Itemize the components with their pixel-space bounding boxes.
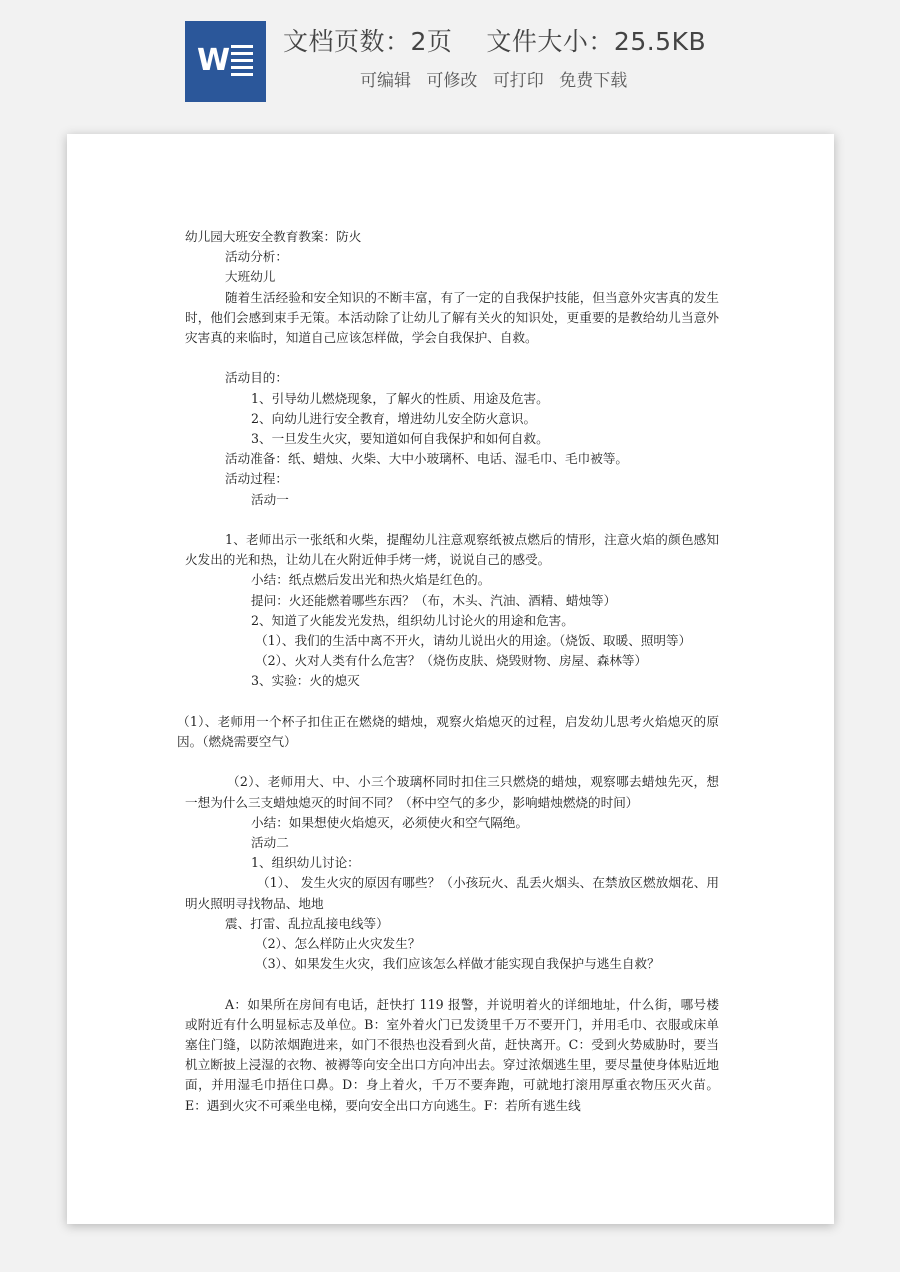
file-info [283,22,706,58]
feature-editable: 可编辑 [360,71,411,91]
file-size-label: 文件大小：25.5KB [486,27,707,56]
word-document-icon [185,21,266,102]
section-heading: 活动目的： [225,370,288,386]
paragraph: A：如果所在房间有电话，赶快打 119 报警，并说明着火的详细地址，什么街，哪号楼或附近有什么明显标志及单位。B：室外着火门已发烫里千万不要开门，并用毛巾、衣服或床单塞住门缝，以防浓烟跑进来，如门不很热也没看到火苗，赶快离开。C：受到火势威胁时，要当机立断披上浸湿的衣物、被褥等向安全出口方向冲出去。穿过浓烟逃生里，要尽量使身体贴近地面，并用湿毛巾捂住口鼻。D：身上着火，千万不要奔跑，可就地打滚用厚重衣物压灭火苗。E：遇到火灾不可乘坐电梯，要向安全出口方向逃生。F：若所有逃生线 [185,996,719,1113]
paragraph: 2、知道了火能发光发热，组织幼儿讨论火的用途和危害。 [251,612,574,628]
document-body [177,227,719,1116]
list-item: （1）、 发生火灾的原因有哪些？（小孩玩火、乱丢火烟头、在禁放区燃放烟花、用明火照明寻找物品、地地 [185,875,719,911]
paragraph: 随着生活经验和安全知识的不断丰富，有了一定的自我保护技能，但当意外灾害真的发生时，他们会感到束手无策。本活动除了让幼儿了解有关火的知识处，更重要的是教给幼儿当意外灾害真的来临时，知道自己应该怎样做，学会自我保护、自救。 [185,289,719,346]
feature-free-download: 免费下载 [559,71,628,91]
list-item: 2、向幼儿进行安全教育，增进幼儿安全防火意识。 [251,410,537,426]
feature-printable: 可打印 [492,71,544,91]
paragraph: 活动准备：纸、蜡烛、火柴、大中小玻璃杯、电话、湿毛巾、毛巾被等。 [225,451,628,467]
paragraph: 小结：纸点燃后发出光和热火焰是红色的。 [251,572,491,588]
list-item: 3、一旦发生火灾，要知道如何自我保护和如何自救。 [251,431,549,447]
document-lines-icon [231,45,253,79]
section-heading: 活动分析： [225,249,288,265]
document-page [67,134,834,1224]
paragraph: 提问：火还能燃着哪些东西？（布，木头、汽油、酒精、蜡烛等） [251,592,617,608]
document-title: 幼儿园大班安全教育教案：防火 [185,229,362,244]
paragraph: 震、打雷、乱拉乱接电线等） [225,915,389,931]
list-item: （2）、怎么样防止火灾发生？ [255,936,421,952]
section-heading: 活动二 [251,835,289,851]
download-header [0,0,900,125]
section-heading: 活动过程： [225,471,288,487]
section-heading: 活动一 [251,491,289,507]
paragraph: （1）、老师用一个杯子扣住正在燃烧的蜡烛，观察火焰熄灭的过程，启发幼儿思考火焰熄灭的原因。（燃烧需要空气） [177,713,719,750]
paragraph: 1、老师出示一张纸和火柴，提醒幼儿注意观察纸被点燃后的情形，注意火焰的颜色感知火发出的光和热，让幼儿在火附近伸手烤一烤，说说自己的感受。 [185,532,719,568]
feature-list [360,66,637,91]
paragraph: 1、组织幼儿讨论： [251,855,360,871]
paragraph: 大班幼儿 [225,269,276,285]
paragraph: （2）、老师用大、中、小三个玻璃杯同时扣住三只燃烧的蜡烛，观察哪去蜡烛先灭，想一想为什么三支蜡烛熄灭的时间不同？（杯中空气的多少，影响蜡烛燃烧的时间） [185,774,719,810]
list-item: （3）、如果发生火灾，我们应该怎么样做才能实现自我保护与逃生自救？ [255,956,660,972]
paragraph: 3、实验：火的熄灭 [251,673,360,689]
feature-modifiable: 可修改 [426,71,478,91]
list-item: 1、引导幼儿燃烧现象，了解火的性质、用途及危害。 [251,390,549,406]
list-item: （1）、我们的生活中离不开火，请幼儿说出火的用途。（烧饭、取暖、照明等） [255,633,692,649]
paragraph: 小结：如果想使火焰熄灭，必须使火和空气隔绝。 [251,814,529,830]
word-logo-letter: W [197,43,231,78]
list-item: （2）、火对人类有什么危害？（烧伤皮肤、烧毁财物、房屋、森林等） [255,653,648,669]
page-count-label: 文档页数：2页 [283,27,453,56]
